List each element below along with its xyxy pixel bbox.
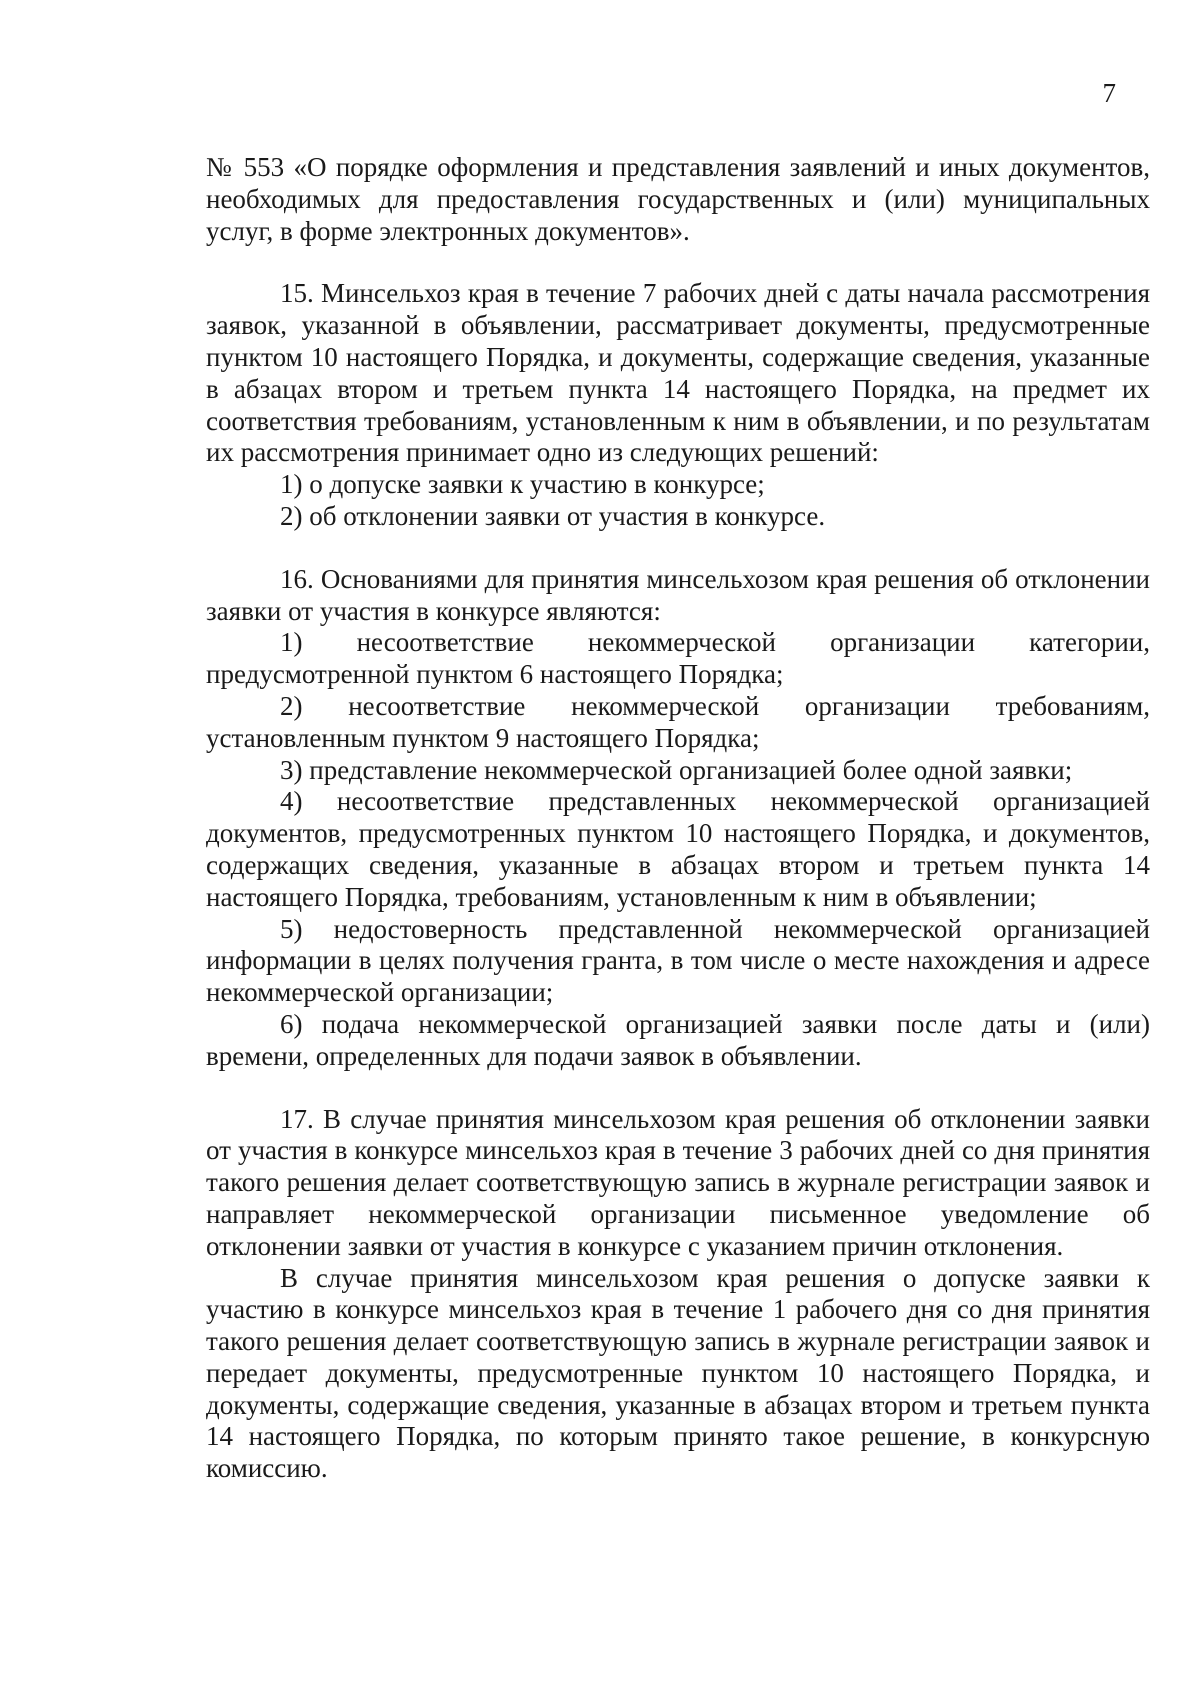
list-item-16-5: 5) недостоверность представленной некоммерческой организацией информации в целях получения гранта, в том числе о месте нахождения и адресе некоммерческой организации; <box>206 913 1150 1008</box>
list-item-16-4: 4) несоответствие представленных некоммерческой организацией документов, предусмотренных пунктом 10 настоящего Порядка, и документов, содержащих сведения, указанные в абзацах втором и третьем пункта 14 настоящего Порядка, требованиям, установленным к ним в объявлении; <box>206 786 1150 912</box>
paragraph-clause-15: 15. Минсельхоз края в течение 7 рабочих дней с даты начала рассмотрения заявок, указанной в объявлении, рассматривает документы, предусмотренные пунктом 10 настоящего Порядка, и документы, содержащие сведения, указанные в абзацах втором и третьем пункта 14 настоящего Порядка, на предмет их соответствия требованиям, установленным к ним в объявлении, и по результатам их рассмотрения принимает одно из следующих решений: <box>206 278 1150 468</box>
list-item-16-6: 6) подача некоммерческой организацией заявки после даты и (или) времени, определенных для подачи заявок в объявлении. <box>206 1008 1150 1071</box>
list-item-15-2: 2) об отклонении заявки от участия в конкурсе. <box>280 500 826 531</box>
document-body <box>206 152 1150 1485</box>
page-number: 7 <box>1102 78 1116 108</box>
paragraph-clause-17-second: В случае принятия минсельхозом края решения о допуске заявки к участию в конкурсе минсельхоз края в течение 1 рабочего дня со дня принятия такого решения делает соответствующую запись в журнале регистрации заявок и передает документы, предусмотренные пунктом 10 настоящего Порядка, и документы, содержащие сведения, указанные в абзацах втором и третьем пункта 14 настоящего Порядка, по которым принято такое решение, в конкурсную комиссию. <box>206 1262 1150 1484</box>
paragraph-intro-continuation: № 553 «О порядке оформления и представления заявлений и иных документов, необходимых для предоставления государственных и (или) муниципальных услуг, в форме электронных документов». <box>206 152 1150 246</box>
list-item-16-1: 1) несоответствие некоммерческой организации категории, предусмотренной пунктом 6 настоящего Порядка; <box>206 627 1150 690</box>
list-item-16-3: 3) представление некоммерческой организацией более одной заявки; <box>280 754 1073 785</box>
paragraph-clause-16: 16. Основаниями для принятия минсельхозом края решения об отклонении заявки от участия в конкурсе являются: <box>206 563 1150 626</box>
list-item-15-1: 1) о допуске заявки к участию в конкурсе; <box>280 469 765 500</box>
paragraph-clause-17: 17. В случае принятия минсельхозом края решения об отклонении заявки от участия в конкурсе минсельхоз края в течение 3 рабочих дней со дня принятия такого решения делает соответствующую запись в журнале регистрации заявок и направляет некоммерческой организации письменное уведомление об отклонении заявки от участия в конкурсе с указанием причин отклонения. <box>206 1103 1150 1261</box>
list-item-16-2: 2) несоответствие некоммерческой организации требованиям, установленным пунктом 9 настоящего Порядка; <box>206 690 1150 753</box>
